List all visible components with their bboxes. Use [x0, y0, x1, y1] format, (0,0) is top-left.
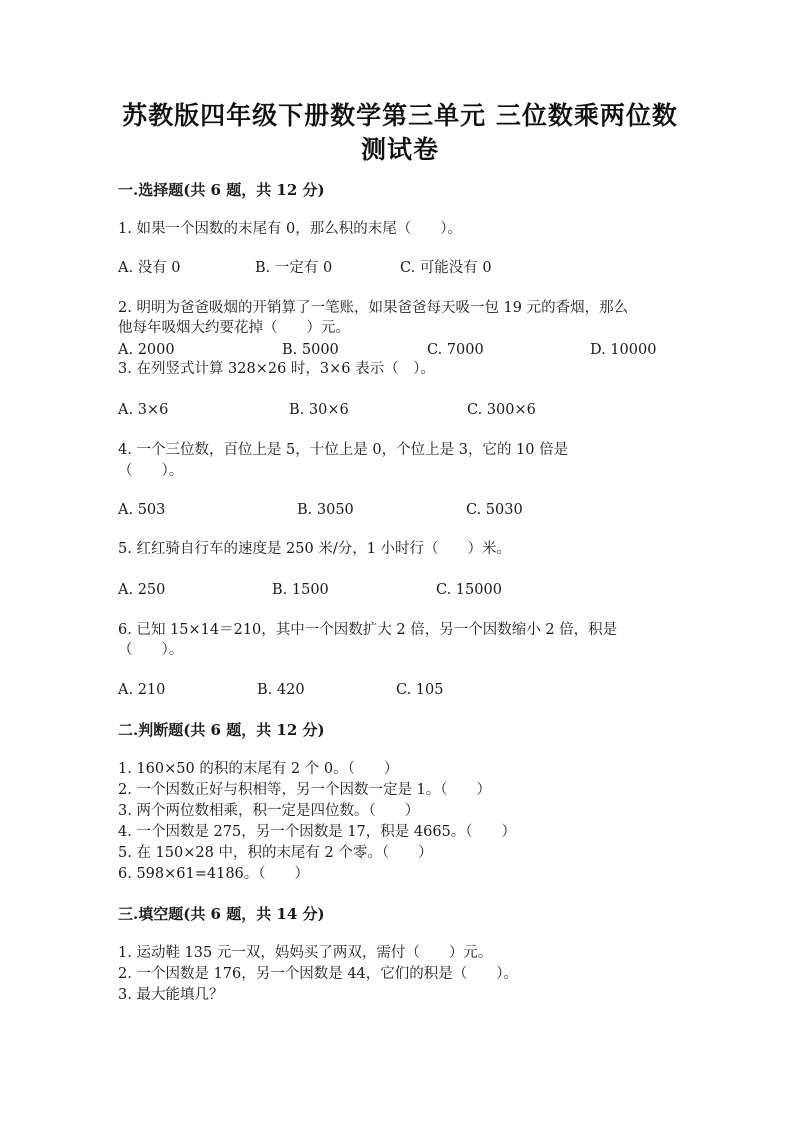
page-title-line1: 苏教版四年级下册数学第三单元 三位数乘两位数 — [122, 101, 678, 130]
question-3-stem: 3. 在列竖式计算 328×26 时，3×6 表示（ ）。 — [118, 361, 435, 377]
question-5-stem: 5. 红红骑自行车的速度是 250 米/分，1 小时行（ ）米。 — [118, 541, 512, 557]
tf-item-5: 5. 在 150×28 中，积的末尾有 2 个零。（ ） — [118, 845, 433, 861]
q3-option-b: B. 30×6 — [289, 402, 349, 418]
q6-option-a: A. 210 — [118, 682, 166, 698]
q4-option-a: A. 503 — [118, 502, 166, 518]
fill-item-1: 1. 运动鞋 135 元一双，妈妈买了两双，需付（ ）元。 — [118, 945, 493, 961]
tf-item-6: 6. 598×61=4186。（ ） — [118, 866, 310, 882]
q4-option-c: C. 5030 — [466, 502, 523, 518]
q5-option-b: B. 1500 — [272, 582, 329, 598]
fill-item-2: 2. 一个因数是 176，另一个因数是 44，它们的积是（ ）。 — [118, 966, 519, 982]
question-6-stem-line1: 6. 已知 15×14＝210，其中一个因数扩大 2 倍，另一个因数缩小 2 倍，积是 — [118, 622, 618, 638]
question-6-stem-line2: （ ）。 — [118, 642, 184, 658]
q5-option-a: A. 250 — [118, 582, 166, 598]
q6-option-b: B. 420 — [257, 682, 305, 698]
q2-option-d: D. 10000 — [590, 342, 657, 358]
q1-option-b: B. 一定有 0 — [255, 260, 333, 276]
question-2-stem-line1: 2. 明明为爸爸吸烟的开销算了一笔账，如果爸爸每天吸一包 19 元的香烟，那么 — [118, 300, 629, 316]
question-2-stem-line2: 他每年吸烟大约要花掉（ ）元。 — [118, 320, 350, 336]
q1-option-a: A. 没有 0 — [118, 260, 181, 276]
section-header-choice: 一.选择题(共 6 题，共 12 分) — [118, 181, 325, 199]
tf-item-2: 2. 一个因数正好与积相等，另一个因数一定是 1。（ ） — [118, 782, 492, 798]
q5-option-c: C. 15000 — [436, 582, 502, 598]
section-header-true-false: 二.判断题(共 6 题，共 12 分) — [118, 721, 325, 739]
tf-item-1: 1. 160×50 的积的末尾有 2 个 0。（ ） — [118, 761, 399, 777]
tf-item-3: 3. 两个两位数相乘，积一定是四位数。（ ） — [118, 803, 420, 819]
q2-option-a: A. 2000 — [118, 342, 175, 358]
q4-option-b: B. 3050 — [297, 502, 354, 518]
q3-option-c: C. 300×6 — [467, 402, 536, 418]
q2-option-c: C. 7000 — [427, 342, 484, 358]
q2-option-b: B. 5000 — [282, 342, 339, 358]
tf-item-4: 4. 一个因数是 275，另一个因数是 17，积是 4665。（ ） — [118, 824, 517, 840]
question-1-stem: 1. 如果一个因数的末尾有 0，那么积的末尾（ ）。 — [118, 221, 463, 237]
q6-option-c: C. 105 — [396, 682, 444, 698]
page-title-line2: 测试卷 — [360, 135, 439, 164]
fill-item-3: 3. 最大能填几？ — [118, 987, 224, 1003]
question-4-stem-line2: （ ）。 — [118, 463, 184, 479]
q1-option-c: C. 可能没有 0 — [400, 260, 492, 276]
q3-option-a: A. 3×6 — [118, 402, 169, 418]
section-header-fill-blank: 三.填空题(共 6 题，共 14 分) — [118, 905, 325, 923]
question-4-stem-line1: 4. 一个三位数，百位上是 5，十位上是 0，个位上是 3，它的 10 倍是 — [118, 442, 569, 458]
